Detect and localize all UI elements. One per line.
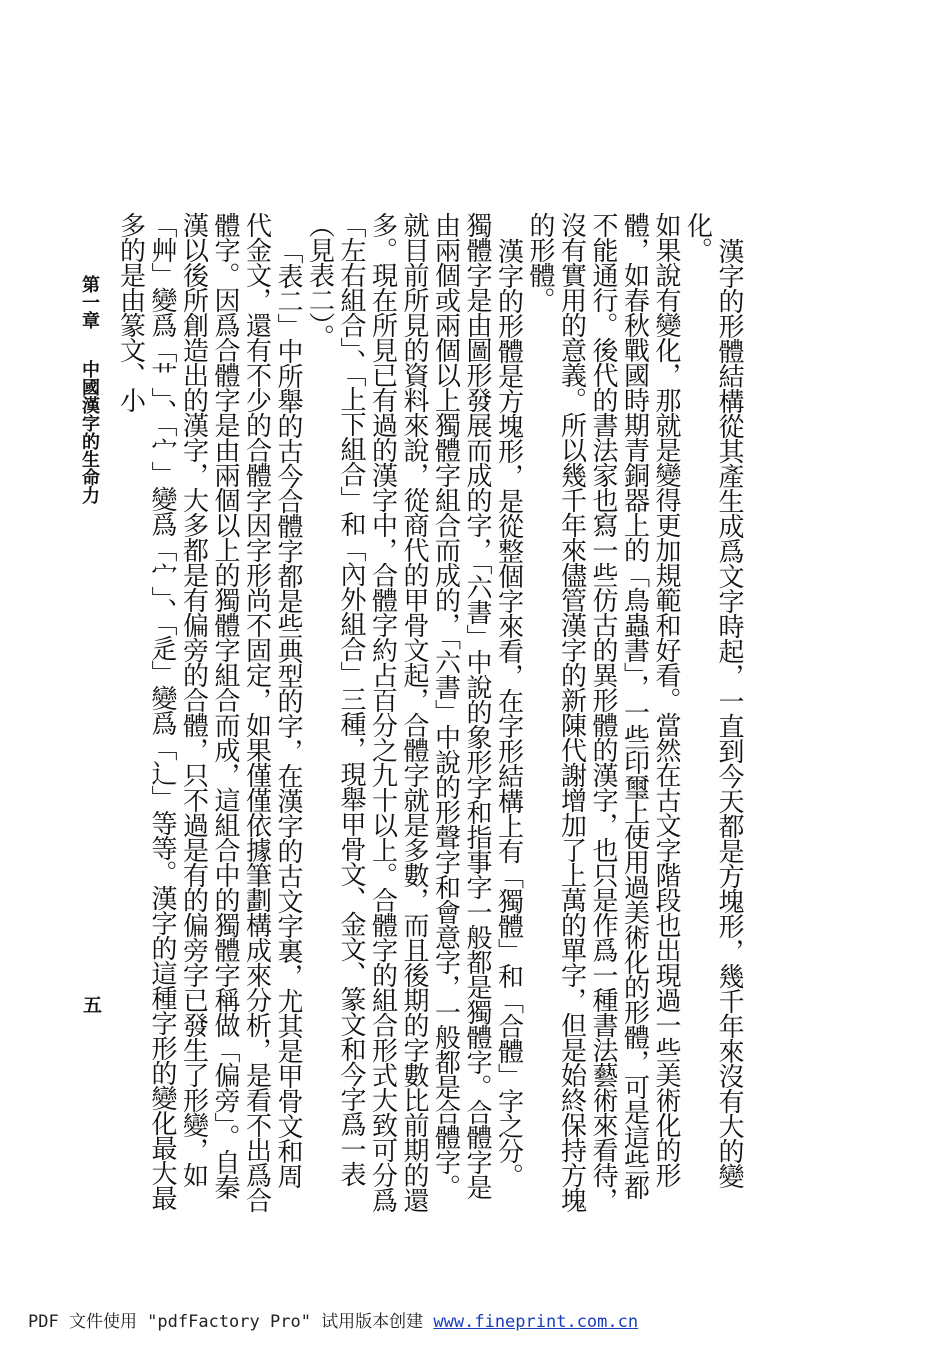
page-number: 五 (80, 995, 102, 1014)
footer-link[interactable]: www.fineprint.com.cn (433, 1312, 639, 1332)
body-text-vertical (115, 212, 744, 1212)
chapter-title: 中國漢字的生命力 (79, 359, 100, 504)
paragraph-1: 漢字的形體結構從其產生成爲文字時起，一直到今天都是方塊形，幾千年來沒有大的變化。 (682, 212, 744, 1188)
paragraph-2: 漢字的形體是方塊形，是從整個字來看，在字形結構上有「獨體」和「合體」字之分。獨體字是由圖形發展而成的字，「六書」中說的象形字和指事字一般都是獨體字。合體字是由兩個或兩個以上獨體字組合而成的，「六書」中說的形聲字和會意字，一般都是合體字。就目前所見的資料來說，從商代的甲骨文起，合體字就是多數，而且後期的字數比前期的還多。現在所見已有過的漢字中，合體字約占百分之九十以上。合體字的組合形式大致可分爲「左右組合」、「上下組合」和「內外組合」三種，現舉甲骨文、金文、篆文和今字爲一表（見表二）。 (304, 212, 524, 1212)
pdf-footer (28, 1307, 638, 1332)
paragraph-3: 「表二」中所舉的古今合體字都是些典型的字，在漢字的古文字裏，尤其是甲骨文和周代金文，還有不少的合體字因字形尚不固定，如果僅僅依據筆劃構成來分析，是看不出爲合體字。因爲合體字是由兩個以上的獨體字組合而成，這組合中的獨體字稱做「偏旁」。自秦漢以後所創造出的漢字，大多都是有偏旁的合體，只不過是有的偏旁字已發生了形變，如「艸」變爲「艹」、「宀」變爲「宀」、「辵」變爲「辶」等等。漢字的這種字形的變化最大最多的是由篆文、小 (115, 212, 303, 1212)
paragraph-1-continued: 如果說有變化，那就是變得更加規範和好看。當然在古文字階段也出現過一些美術化的形體，如春秋戰國時期青銅器上的「鳥蟲書」，一些印璽上使用過美術化的形體，可是這些都不能通行。後代的書法家也寫一些仿古的異形體的漢字，也只是作爲一種書法藝術來看待，沒有實用的意義。所以幾千年來儘管漢字的新陳代謝增加了上萬的單字，但是始終保持方塊的形體。 (525, 212, 681, 1212)
chapter-label: 第一章 (79, 275, 100, 329)
running-header (78, 275, 100, 575)
footer-text: PDF 文件使用 "pdfFactory Pro" 试用版本创建 (28, 1312, 434, 1332)
